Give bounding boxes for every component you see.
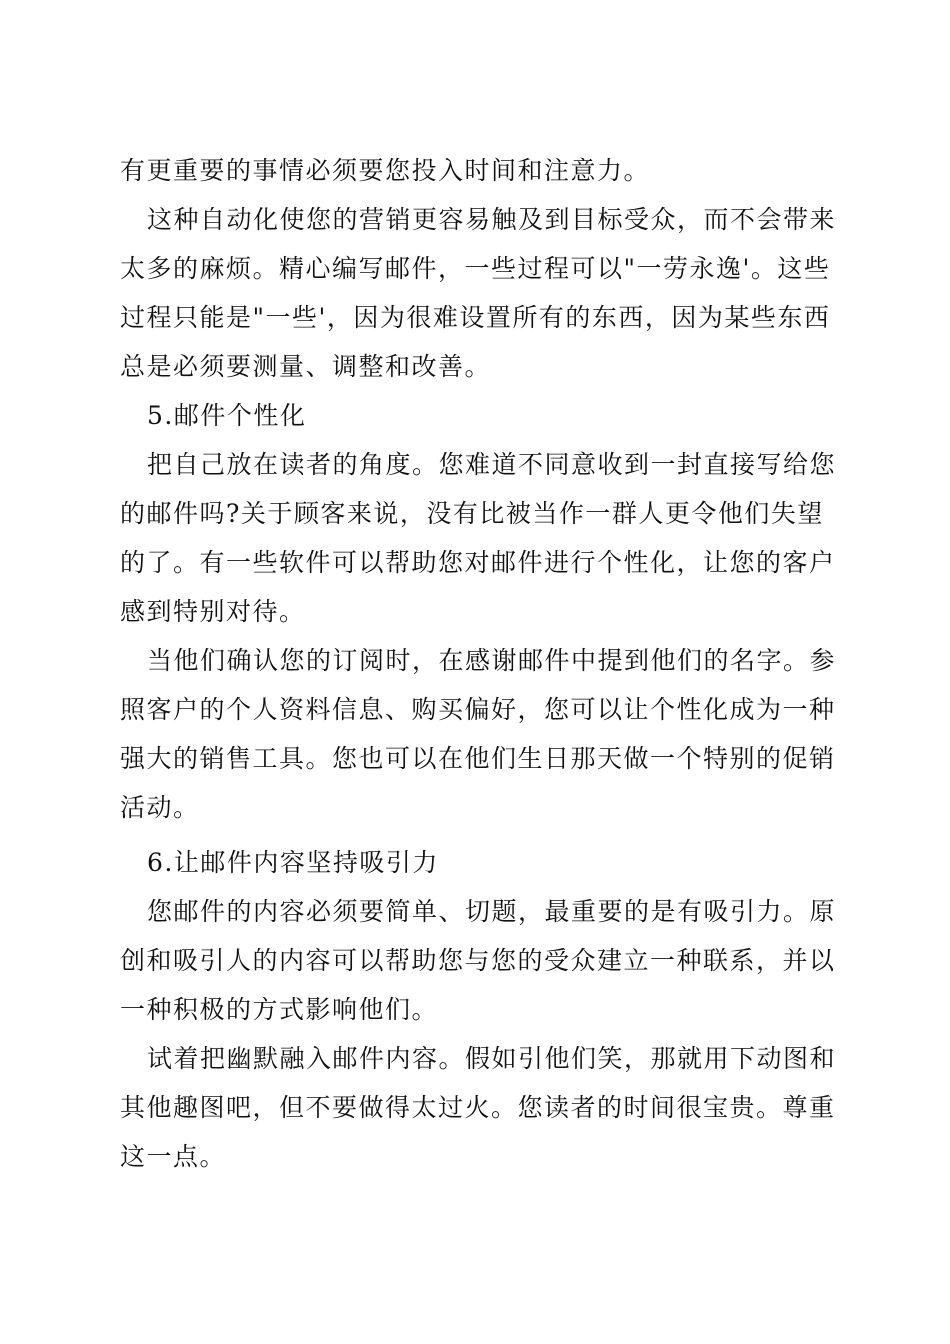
- heading-section-6: 6.让邮件内容坚持吸引力: [147, 848, 439, 877]
- heading-section-5: 5.邮件个性化: [147, 401, 307, 430]
- paragraph-6: 试着把幽默融入邮件内容。假如引他们笑，那就用下动图和其他趣图吧，但不要做得太过火。您读者的时间很宝贵。尊重这一点。: [120, 1044, 837, 1171]
- paragraph-continuation: [120, 146, 840, 832]
- section-6: [120, 838, 840, 1181]
- paragraph-3: 把自己放在读者的角度。您难道不同意收到一封直接写给您的邮件吗?关于顾客来说，没有比被当作一群人更令他们失望的了。有一些软件可以帮助您对邮件进行个性化，让您的客户感到特别对待。: [120, 450, 837, 626]
- paragraph-1: 有更重要的事情必须要您投入时间和注意力。: [120, 156, 651, 185]
- paragraph-4: 当他们确认您的订阅时，在感谢邮件中提到他们的名字。参照客户的个人资料信息、购买偏好，您可以让个性化成为一种强大的销售工具。您也可以在他们生日那天做一个特别的促销活动。: [120, 646, 837, 822]
- paragraph-5: 您邮件的内容必须要简单、切题，最重要的是有吸引力。原创和吸引人的内容可以帮助您与您的受众建立一种联系，并以一种积极的方式影响他们。: [120, 897, 837, 1024]
- paragraph-2: 这种自动化使您的营销更容易触及到目标受众，而不会带来太多的麻烦。精心编写邮件，一些过程可以"一劳永逸'。这些过程只能是"一些'，因为很难设置所有的东西，因为某些东西总是必须要测量、调整和改善。: [120, 205, 837, 381]
